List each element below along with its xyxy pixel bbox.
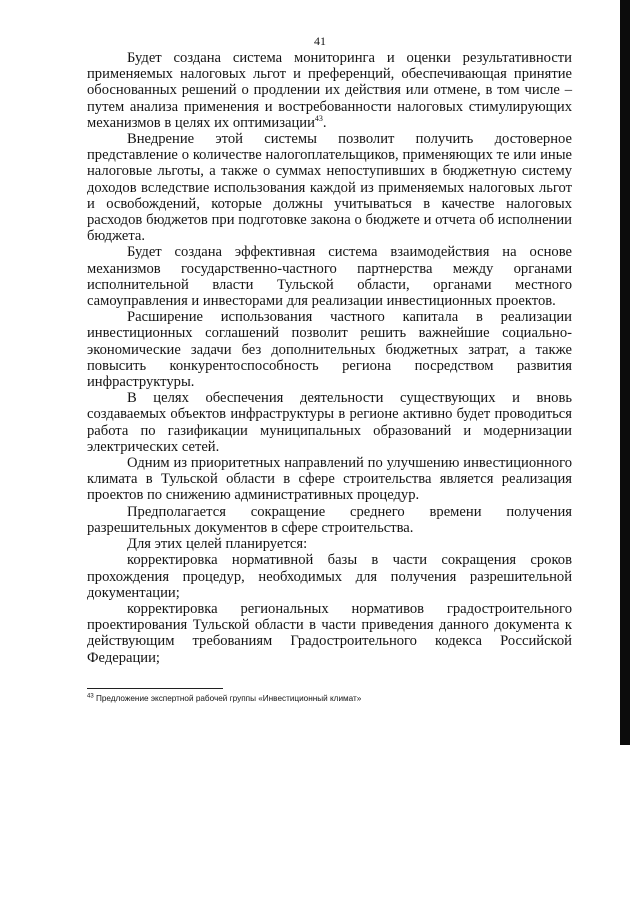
- scan-edge-bar: [620, 0, 630, 745]
- paragraph-planned: Для этих целей планируется:: [127, 536, 308, 553]
- list-item-regional-norms: корректировка региональных нормативов градостроительного проектирования Тульской области в части приведения данного документа к действующим требованиям Градостроительного кодекса Российской Федерации;: [87, 600, 572, 666]
- paragraph-permit-time: Предполагается сокращение среднего времени получения разрешительных документов в сфере строительства.: [87, 503, 572, 536]
- footnote-separator: [87, 688, 223, 689]
- body-text: [87, 50, 572, 666]
- paragraph-system-introduction: Внедрение этой системы позволит получить достоверное представление о количестве налогоплательщиков, применяющих те или иные налоговые льготы, а также о суммах непоступивших в бюджетную систему доходов вследствие использования каждой из применяемых налоговых льгот и освобождений, которые должны учитываться в качестве налоговых расходов бюджетов при подготовке закона о бюджете и отчета об исполнении бюджета.: [87, 131, 572, 245]
- footnote: [87, 694, 572, 704]
- footnote-mark: 43: [87, 693, 94, 700]
- paragraph-monitoring: [87, 50, 572, 131]
- list-item-regulatory-base: корректировка нормативной базы в части сокращения сроков прохождения процедур, необходимых для получения разрешительной документации;: [87, 552, 572, 601]
- page-number: 41: [314, 34, 326, 48]
- paragraph-monitoring-tail: .: [322, 114, 327, 131]
- paragraph-private-capital: Расширение использования частного капитала в реализации инвестиционных соглашений позволит решить важнейшие социально-экономические задачи без дополнительных бюджетных затрат, а также повысить конкурентоспособность региона посредством развития инфраструктуры.: [87, 309, 572, 391]
- paragraph-construction-climate: Одним из приоритетных направлений по улучшению инвестиционного климата в Тульской области в сфере строительства является реализация проектов по снижению административных процедур.: [87, 455, 572, 504]
- paragraph-monitoring-text: Будет создана система мониторинга и оценки результативности применяемых налоговых льгот и преференций, обеспечивающая принятие обоснованных решений о продлении их действия или отмене, в том числе – путем анализа применения и востребованности налоговых стимулирующих механизмов в целях их оптимизации: [87, 50, 572, 131]
- paragraph-infrastructure: В целях обеспечения деятельности существующих и вновь создаваемых объектов инфраструктуры в регионе активно будет проводиться работа по газификации муниципальных образований и модернизации электрических сетей.: [87, 390, 572, 455]
- footnote-reference: 43: [314, 113, 323, 123]
- paragraph-ppp-system: Будет создана эффективная система взаимодействия на основе механизмов государственно-частного партнерства между органами исполнительной власти Тульской области, органами местного самоуправления и инвесторами для реализации инвестиционных проектов.: [87, 244, 572, 310]
- footnote-text: Предложение экспертной рабочей группы «Инвестиционный климат»: [95, 694, 362, 703]
